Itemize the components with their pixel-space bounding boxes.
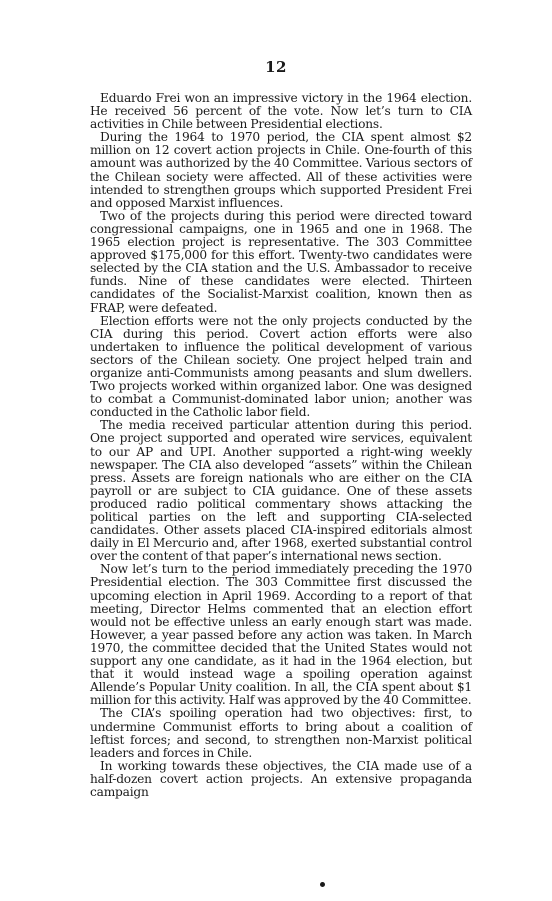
paragraph: Now let’s turn to the period immediately preceding the 1970 Presidential election. The 303 Committee first discussed the upcoming election in April 1969. According to a report of that meeting, Director Helms commented that an election effort would not be effective unless an early enough start was made. However, a year passed before any action was taken. In March 1970, the committee decided that the United States would not support any one candidate, as it had in the 1964 election, but that it would instead wage a spoiling operation against Allende’s Popular Unity coalition. In all, the CIA spent about $1 million for this activity. Half was approved by the 40 Committee. — [90, 562, 472, 708]
body-text — [90, 92, 472, 799]
page-number: 12 — [265, 58, 287, 76]
paragraph: Two of the projects during this period were directed toward congressional campaigns, one in 1965 and one in 1968. The 1965 election project is representative. The 303 Committee approved $175,000 for this effort. Twenty-two candidates were selected by the CIA station and the U.S. Ambassador to receive funds. Nine of these candidates were elected. Thirteen candidates of the Socialist-Marxist coalition, known then as FRAP, were defeated. — [90, 208, 472, 315]
paragraph: Eduardo Frei won an impressive victory in the 1964 election. He received 56 percent of the vote. Now let’s turn to CIA activities in Chile between Presidential elections. — [90, 91, 472, 132]
paragraph: The CIA’s spoiling operation had two objectives: first, to undermine Communist efforts to bring about a coalition of leftist forces; and second, to strengthen non-Marxist political leaders and forces in Chile. — [90, 706, 472, 760]
paragraph: In working towards these objectives, the CIA made use of a half-dozen covert action projects. An extensive propaganda campaign — [90, 758, 472, 799]
paragraph: During the 1964 to 1970 period, the CIA spent almost $2 million on 12 covert action projects in Chile. One-fourth of this amount was authorized by the 40 Committee. Various sectors of the Chilean society were affected. All of these activities were intended to strengthen groups which supported President Frei and opposed Marxist influences. — [90, 130, 472, 210]
ink-dot — [320, 882, 325, 887]
paragraph: The media received particular attention during this period. One project supported and operated wire services, equivalent to our AP and UPI. Another supported a right-wing weekly newspaper. The CIA also developed “assets” within the Chilean press. Assets are foreign nationals who are either on the CIA payroll or are subject to CIA guidance. One of these assets produced radio political commentary shows attacking the political parties on the left and supporting CIA-selected candidates. Other assets placed CIA-inspired editorials almost daily in El Mercurio and, after 1968, exerted substantial control over the content of that paper’s international news section. — [90, 418, 472, 564]
paragraph: Election efforts were not the only projects conducted by the CIA during this period. Covert action efforts were also undertaken to influence the political development of various sectors of the Chilean society. One project helped train and organize anti-Communists among peasants and slum dwellers. Two projects worked within organized labor. One was designed to combat a Communist-dominated labor union; another was conducted in the Catholic labor field. — [90, 313, 472, 420]
